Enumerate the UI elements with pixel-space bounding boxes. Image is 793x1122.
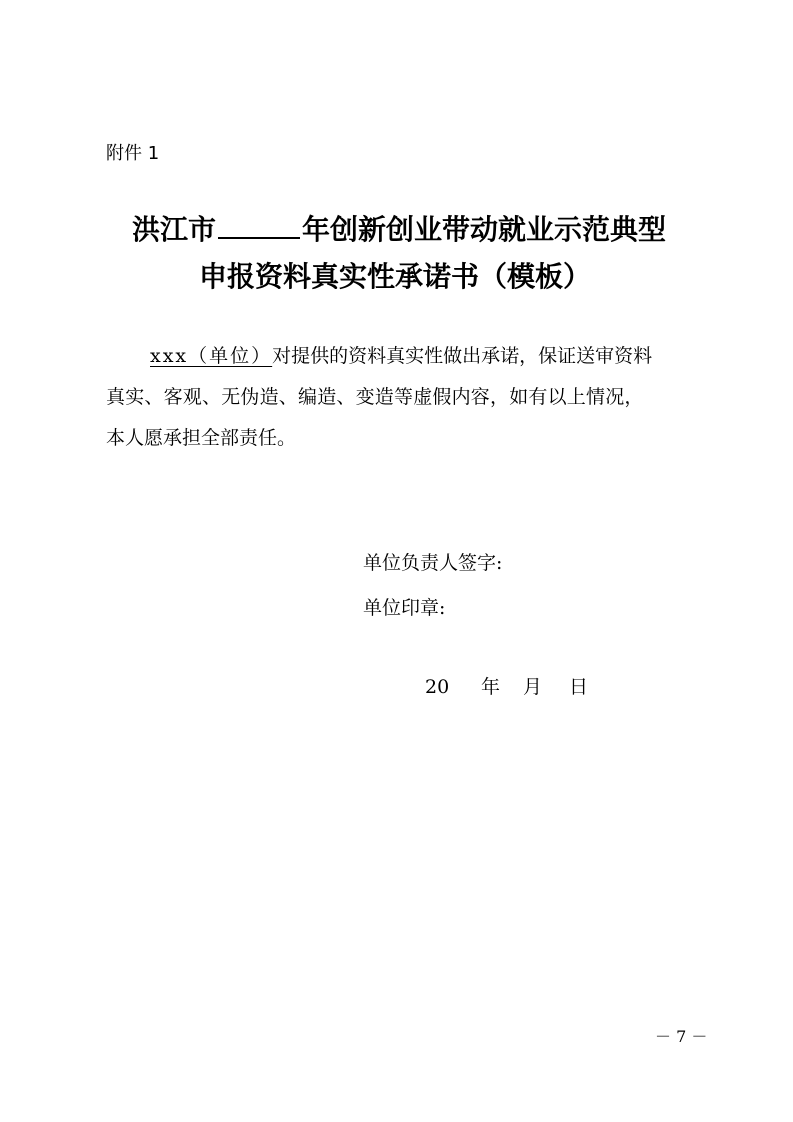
- commitment-line-1: [106, 336, 696, 377]
- date-month-label: 月: [523, 676, 543, 698]
- date-line: [425, 672, 588, 699]
- title-city: 洪江市: [132, 213, 217, 246]
- page-number: － 7 －: [655, 1027, 708, 1046]
- date-year-prefix: 20: [425, 676, 450, 698]
- leader-signature-label: 单位负责人签字:: [363, 552, 503, 574]
- unit-placeholder: xxx（单位）: [150, 345, 273, 367]
- commitment-line-3: 本人愿承担全部责任。: [106, 427, 297, 449]
- document-title-line-1: [132, 208, 666, 248]
- date-year-label: 年: [481, 676, 501, 698]
- document-title-line-2: 申报资料真实性承诺书（模板）: [199, 260, 592, 293]
- title-line-1-rest: 年创新创业带动就业示范典型: [302, 213, 667, 246]
- commitment-paragraph: [106, 336, 696, 459]
- title-year-blank: [218, 215, 300, 239]
- attachment-label: 附件 1: [106, 143, 160, 164]
- date-day-label: 日: [569, 676, 589, 698]
- commitment-line-1-text: 对提供的资料真实性做出承诺，保证送审资料: [272, 345, 653, 367]
- unit-seal-label: 单位印章:: [363, 597, 446, 619]
- commitment-line-2: 真实、客观、无伪造、编造、变造等虚假内容，如有以上情况，: [106, 386, 644, 408]
